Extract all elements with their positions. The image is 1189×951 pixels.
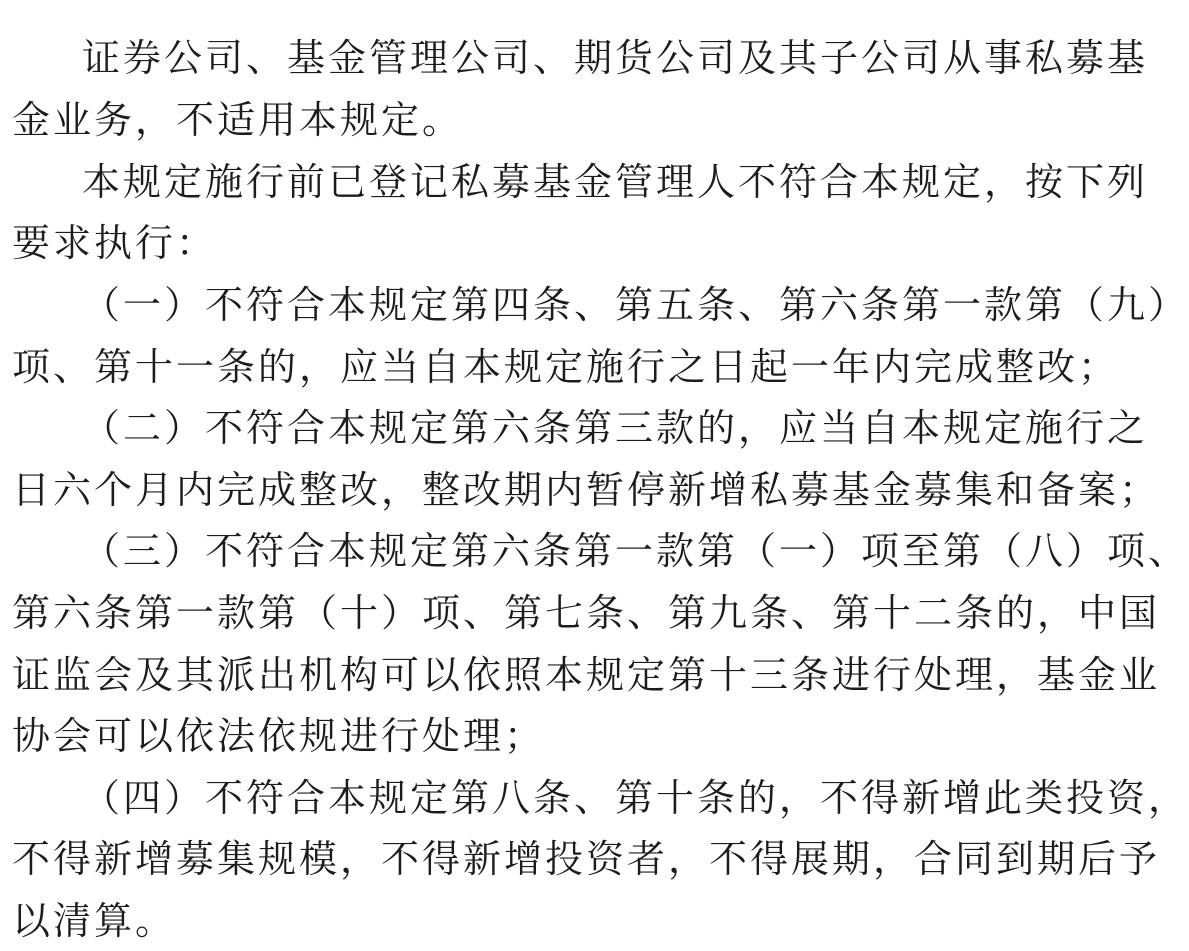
paragraph-2-line-1: 本规定施行前已登记私募基金管理人不符合本规定，按下列 — [82, 160, 1149, 204]
item-1-line-2: 项、第十一条的，应当自本规定施行之日起一年内完成整改； — [12, 345, 1120, 389]
item-3-line-3: 证监会及其派出机构可以依照本规定第十三条进行处理，基金业 — [12, 653, 1161, 697]
item-3-line-1: （三）不符合本规定第六条第一款第（一）项至第（八）项、 — [82, 529, 1189, 573]
item-3-line-2: 第六条第一款第（十）项、第七条、第九条、第十二条的，中国 — [12, 591, 1161, 635]
item-4-line-2: 不得新增募集规模，不得新增投资者，不得展期，合同到期后予 — [12, 837, 1161, 881]
item-3-line-4: 协会可以依法依规进行处理； — [12, 714, 546, 758]
paragraph-2-line-2: 要求执行： — [12, 221, 218, 265]
item-4-line-3: 以清算。 — [12, 899, 177, 943]
item-4-line-1: （四）不符合本规定第八条、第十条的，不得新增此类投资， — [82, 776, 1189, 820]
paragraph-1-line-1: 证券公司、基金管理公司、期货公司及其子公司从事私募基 — [82, 36, 1149, 80]
item-2-line-1: （二）不符合本规定第六条第三款的，应当自本规定施行之 — [82, 406, 1149, 450]
item-1-line-1: （一）不符合本规定第四条、第五条、第六条第一款第（九） — [82, 283, 1189, 327]
paragraph-1-line-2: 金业务，不适用本规定。 — [12, 98, 464, 142]
item-2-line-2: 日六个月内完成整改，整改期内暂停新增私募基金募集和备案； — [12, 468, 1161, 512]
